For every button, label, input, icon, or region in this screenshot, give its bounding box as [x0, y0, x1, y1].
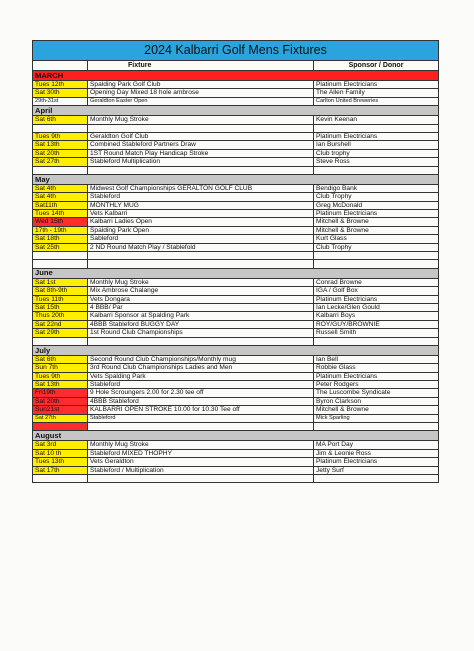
fixture-row — [33, 372, 439, 380]
fixture-name: Mix Ambrose Chalange — [88, 287, 314, 295]
fixture-sponsor: Kevin Keenan — [314, 116, 439, 124]
fixture-row — [33, 184, 439, 192]
fixture-row — [33, 406, 439, 414]
fixture-date: Sat 6th — [33, 116, 88, 124]
fixture-sponsor: Byron Clarkson — [314, 397, 439, 405]
fixture-date: Sat 18th — [33, 235, 88, 243]
fixture-name: Spalding Park Open — [88, 226, 314, 234]
fixture-name: Monthly Mug Stroke — [88, 116, 314, 124]
fixture-row — [33, 226, 439, 234]
sponsor-header: Sponsor / Donor — [314, 61, 439, 71]
blank-cell — [314, 423, 439, 431]
fixture-name: Vets Spalding Park — [88, 372, 314, 380]
blank-cell — [33, 166, 88, 174]
fixture-row — [33, 441, 439, 449]
fixture-date: Sat 20th — [33, 149, 88, 157]
fixture-sponsor: ROY/GUY/BROWNIE — [314, 320, 439, 328]
fixture-row — [33, 397, 439, 405]
fixture-row — [33, 278, 439, 286]
fixture-date: Tues 13th — [33, 458, 88, 466]
fixture-name: 1st Round Club Championships — [88, 329, 314, 337]
fixture-sponsor: Kurt Glass — [314, 235, 439, 243]
fixture-date: Tues 9th — [33, 372, 88, 380]
month-label: August — [33, 431, 439, 441]
fixture-date: Tues 12th — [33, 81, 88, 89]
fixture-sponsor: Platinum Electricians — [314, 372, 439, 380]
fixture-row — [33, 381, 439, 389]
title-row — [33, 41, 439, 61]
fixture-sponsor: IGA / Golf Box — [314, 287, 439, 295]
blank-cell — [33, 475, 88, 483]
fixture-name: 2 ND Round Match Play / Stablefold — [88, 243, 314, 251]
blank-cell — [33, 252, 88, 260]
fixture-header: Fixture — [88, 61, 314, 71]
blank-cell — [88, 252, 314, 260]
blank-row — [33, 337, 439, 345]
fixture-row — [33, 287, 439, 295]
fixture-row — [33, 303, 439, 311]
month-row — [33, 268, 439, 278]
fixture-date: Sat 30th — [33, 89, 88, 97]
fixture-date: Tues 14th — [33, 210, 88, 218]
fixture-sponsor: Ian Burshell — [314, 141, 439, 149]
fixtures-title: 2024 Kalbarri Golf Mens Fixtures — [33, 41, 439, 61]
fixture-name: Stableford Multiplication — [88, 158, 314, 166]
fixture-row — [33, 458, 439, 466]
fixture-date: Sat 27th — [33, 414, 88, 422]
fixture-name: Stableford — [88, 414, 314, 422]
fixture-name: Monthly Mug Stroke — [88, 441, 314, 449]
fixture-name: Opening Day Mixed 18 hole ambrose — [88, 89, 314, 97]
fixture-row — [33, 355, 439, 363]
blank-row — [33, 166, 439, 174]
fixture-sponsor: Platinum Electricians — [314, 458, 439, 466]
fixture-name: Vets Dongara — [88, 295, 314, 303]
blank-row — [33, 423, 439, 431]
blank-cell — [314, 252, 439, 260]
fixture-name: Sableford — [88, 235, 314, 243]
fixture-name: Stableford — [88, 381, 314, 389]
fixture-name: KALBARRI OPEN STROKE 10.00 for 10.30 Tee off — [88, 406, 314, 414]
header-row — [33, 61, 439, 71]
month-row — [33, 431, 439, 441]
fixture-name: 4 BBB/ Par — [88, 303, 314, 311]
fixture-sponsor: Mitchell & Browne — [314, 218, 439, 226]
fixture-date: Sat 1st — [33, 278, 88, 286]
fixture-row — [33, 364, 439, 372]
fixture-name: Vets Geraldton — [88, 458, 314, 466]
fixture-date: Sat 22nd — [33, 320, 88, 328]
blank-row — [33, 260, 439, 268]
fixture-row — [33, 132, 439, 140]
fixture-row — [33, 243, 439, 251]
fixture-date: Tues 11th — [33, 295, 88, 303]
fixture-row — [33, 320, 439, 328]
fixture-sponsor: Club Trophy — [314, 243, 439, 251]
fixture-row — [33, 466, 439, 474]
month-label: May — [33, 174, 439, 184]
fixture-name: Stableford / Multiplication — [88, 466, 314, 474]
blank-cell — [314, 475, 439, 483]
fixture-name: Vets Kalbarri — [88, 210, 314, 218]
fixture-name: Monthly Mug Stroke — [88, 278, 314, 286]
fixture-name: Stableford MIXED THOPHY — [88, 449, 314, 457]
fixture-date: 29th-31st — [33, 97, 88, 105]
fixture-date: Sat 27th — [33, 158, 88, 166]
fixture-row — [33, 97, 439, 105]
fixture-name — [88, 124, 314, 132]
fixture-sponsor: Greg McDonald — [314, 201, 439, 209]
fixture-row — [33, 312, 439, 320]
blank-cell — [88, 423, 314, 431]
fixture-row — [33, 116, 439, 124]
fixture-row — [33, 449, 439, 457]
fixture-sponsor: Jetty Surf — [314, 466, 439, 474]
fixture-sponsor: Club trophy — [314, 149, 439, 157]
fixture-date: Sat 3rd — [33, 441, 88, 449]
fixture-name: Kalbarri Sponsor at Spalding Park — [88, 312, 314, 320]
fixture-name: 3rd Round Club Championships Ladies and Men — [88, 364, 314, 372]
fixture-row — [33, 81, 439, 89]
fixture-date: Tues 9th — [33, 132, 88, 140]
fixture-name: 4BBB Stableford BUGGY DAY — [88, 320, 314, 328]
fixture-date: Sat 13th — [33, 381, 88, 389]
fixture-row — [33, 389, 439, 397]
fixture-name: Geraldton Golf Club — [88, 132, 314, 140]
month-label: June — [33, 268, 439, 278]
fixture-row — [33, 329, 439, 337]
fixture-row — [33, 210, 439, 218]
fixture-row — [33, 149, 439, 157]
fixture-sponsor: The Allen Family — [314, 89, 439, 97]
fixture-sponsor: Ian Bell — [314, 355, 439, 363]
fixture-name: Geraldton Easter Open — [88, 97, 314, 105]
fixture-date: Sat 8th-9th — [33, 287, 88, 295]
fixture-sponsor: Carlton United Breweries — [314, 97, 439, 105]
fixture-date: Thus 20th — [33, 312, 88, 320]
fixture-sponsor: Mitchell & Browne — [314, 226, 439, 234]
fixture-name: Second Round Club Championships/Monthly mug — [88, 355, 314, 363]
fixture-date: Sat 4th — [33, 184, 88, 192]
month-row — [33, 174, 439, 184]
fixture-name: Spalding Park Golf Club — [88, 81, 314, 89]
fixture-date: Sun21st — [33, 406, 88, 414]
fixture-row — [33, 201, 439, 209]
fixture-row — [33, 193, 439, 201]
fixture-row — [33, 218, 439, 226]
fixture-sponsor: MA Port Day — [314, 441, 439, 449]
fixture-sponsor: The Luscombe Syndicate — [314, 389, 439, 397]
fixture-date: Sat 6th — [33, 355, 88, 363]
fixture-sponsor: Conrad Browne — [314, 278, 439, 286]
fixture-date: Sat11th — [33, 201, 88, 209]
fixture-sponsor: Russell Smith — [314, 329, 439, 337]
fixture-sponsor: Platinum Electricians — [314, 132, 439, 140]
fixture-date — [33, 124, 88, 132]
fixture-name: Combined Stableford Partners Draw — [88, 141, 314, 149]
fixture-row — [33, 295, 439, 303]
blank-cell — [88, 337, 314, 345]
month-row — [33, 71, 439, 81]
fixture-date: Sat 25th — [33, 243, 88, 251]
fixture-sponsor: Club Trophy — [314, 193, 439, 201]
fixture-date: Sat 13th — [33, 141, 88, 149]
fixture-row — [33, 124, 439, 132]
blank-cell — [33, 260, 88, 268]
fixture-name: 1ST Round Match Play Handicap Stroke — [88, 149, 314, 157]
fixture-sponsor — [314, 124, 439, 132]
fixture-row — [33, 235, 439, 243]
fixture-sponsor: Kalbarri Boys — [314, 312, 439, 320]
blank-cell — [88, 260, 314, 268]
fixture-row — [33, 414, 439, 422]
fixture-date: Sat 10 th — [33, 449, 88, 457]
fixture-date: Sat 17th — [33, 466, 88, 474]
fixture-sponsor: Platinum Electricians — [314, 210, 439, 218]
fixture-sponsor: Jim & Leonie Ross — [314, 449, 439, 457]
fixture-name: Stableford — [88, 193, 314, 201]
blank-cell — [88, 166, 314, 174]
fixture-sponsor: Ian Lecke/Glen Gould — [314, 303, 439, 311]
fixture-name: MONTHLY MUG — [88, 201, 314, 209]
month-label: MARCH — [33, 71, 439, 81]
date-header — [33, 61, 88, 71]
fixtures-table — [32, 40, 439, 483]
fixture-name: 9 Hole Scroungers 2.00 for 2.30 tee off — [88, 389, 314, 397]
blank-cell — [33, 337, 88, 345]
fixture-date: 17th - 19th — [33, 226, 88, 234]
fixture-date: Sun 7th — [33, 364, 88, 372]
fixture-sponsor: Platinum Electricians — [314, 295, 439, 303]
blank-cell — [314, 337, 439, 345]
fixture-name: Kalbarri Ladies Open — [88, 218, 314, 226]
fixture-date: Sat 20th — [33, 397, 88, 405]
fixture-row — [33, 158, 439, 166]
fixture-name: Midwest Golf Championships GERALTON GOLF CLUB — [88, 184, 314, 192]
blank-cell — [314, 260, 439, 268]
blank-cell — [88, 475, 314, 483]
fixture-row — [33, 141, 439, 149]
fixture-date: Sat 15th — [33, 303, 88, 311]
fixture-sponsor: Mick Sparling — [314, 414, 439, 422]
month-row — [33, 345, 439, 355]
fixture-sponsor: Bendigo Bank — [314, 184, 439, 192]
month-row — [33, 106, 439, 116]
fixture-sponsor: Robbie Glass — [314, 364, 439, 372]
month-label: July — [33, 345, 439, 355]
month-label: April — [33, 106, 439, 116]
blank-row — [33, 252, 439, 260]
blank-cell — [33, 423, 88, 431]
fixture-sponsor: Steve Ross — [314, 158, 439, 166]
fixture-sponsor: Mitchell & Browne — [314, 406, 439, 414]
blank-cell — [314, 166, 439, 174]
fixture-sponsor: Platinum Electricians — [314, 81, 439, 89]
fixture-date: Fri19th — [33, 389, 88, 397]
fixture-date: Sat 4th — [33, 193, 88, 201]
fixture-row — [33, 89, 439, 97]
fixture-name: 4BBB Stableford — [88, 397, 314, 405]
fixture-date: Sat 29th — [33, 329, 88, 337]
blank-row — [33, 475, 439, 483]
fixture-sponsor: Peter Rodgers — [314, 381, 439, 389]
fixture-date: Wed 15th — [33, 218, 88, 226]
